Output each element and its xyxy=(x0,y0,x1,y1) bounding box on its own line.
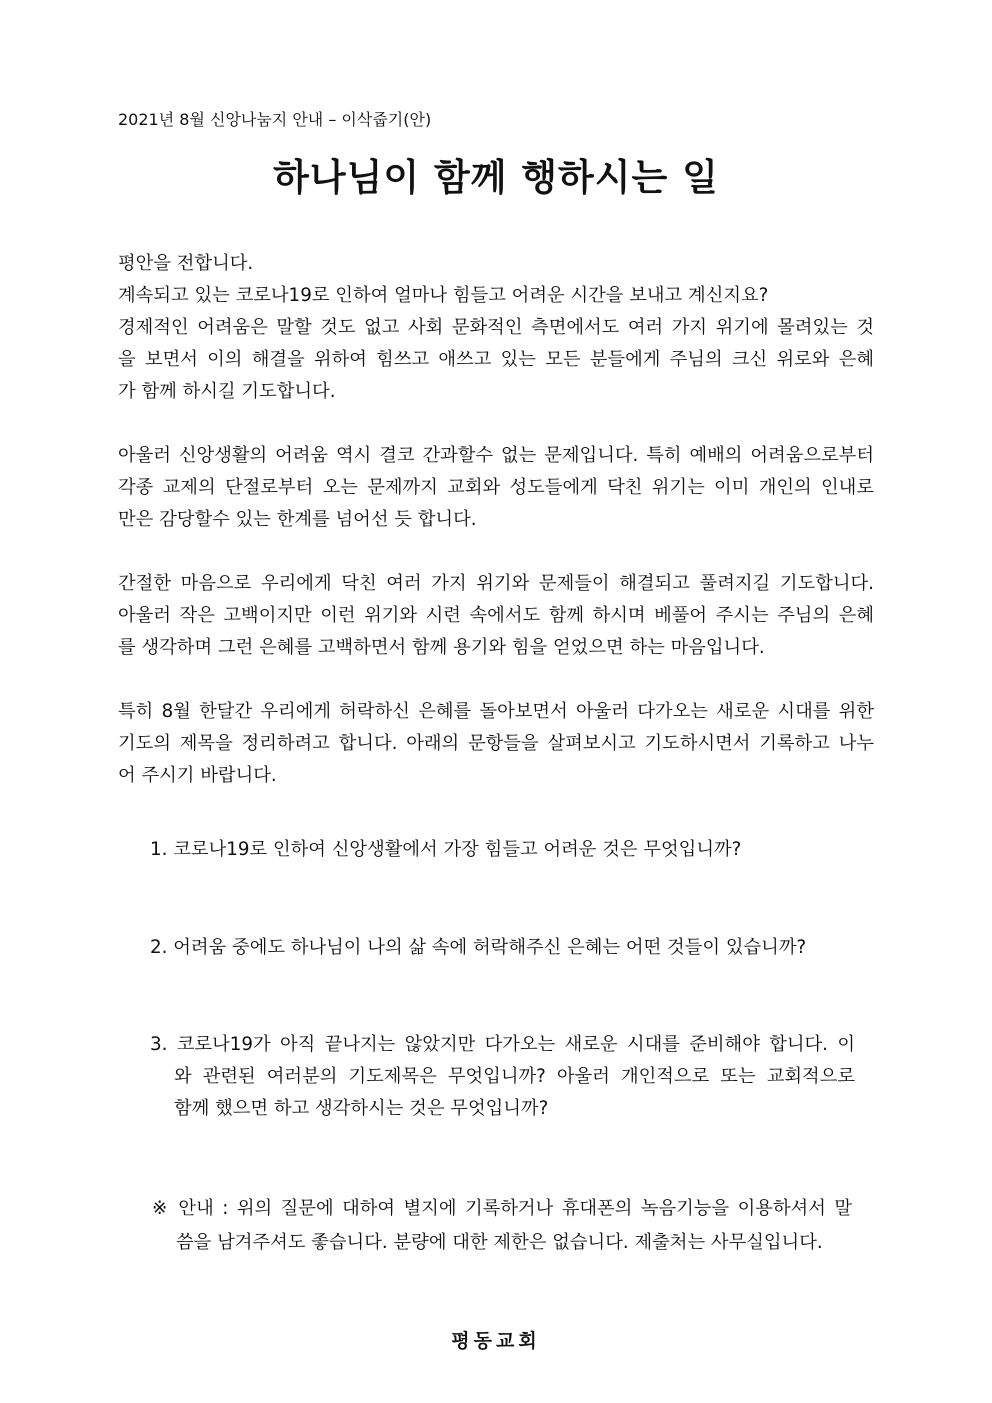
paragraph-line: 각종 교제의 단절로부터 오는 문제까지 교회와 성도들에게 닥친 위기는 이미 개인의 인내로 xyxy=(118,477,874,498)
question-line: 2. 어려움 중에도 하나님이 나의 삶 속에 허락해주신 은혜는 어떤 것들이 있습니까? xyxy=(150,937,807,958)
paragraph-line: 을 보면서 이의 해결을 위하여 힘쓰고 애쓰고 있는 모든 분들에게 주님의 크신 위로와 은혜 xyxy=(118,349,874,370)
paragraph-line: 기도의 제목을 정리하려고 합니다. 아래의 문항들을 살펴보시고 기도하시면서 기록하고 나누 xyxy=(118,733,874,754)
church-name-signature: 평동교회 xyxy=(451,1330,541,1352)
question-line: 함께 했으면 하고 생각하시는 것은 무엇입니까? xyxy=(174,1098,549,1119)
page-title: 하나님이 함께 행하시는 일 xyxy=(273,156,719,199)
paragraph-line: 가 함께 하시길 기도합니다. xyxy=(118,381,336,402)
paragraph-line: 만은 감당할수 있는 한계를 넘어선 듯 합니다. xyxy=(118,509,477,530)
question-line: 3. 코로나19가 아직 끝나지는 않았지만 다가오는 새로운 시대를 준비해야 합니다. 이 xyxy=(150,1034,855,1055)
document-subtitle: 2021년 8월 신앙나눔지 안내 – 이삭줍기(안) xyxy=(118,110,432,129)
note-line: ※ 안내 : 위의 질문에 대하여 별지에 기록하거나 휴대폰의 녹음기능을 이용하셔서 말 xyxy=(152,1198,852,1219)
paragraph-line: 간절한 마음으로 우리에게 닥친 여러 가지 위기와 문제들이 해결되고 풀려지길 기도합니다. xyxy=(118,573,874,594)
paragraph-faith-life xyxy=(118,440,874,536)
question-1 xyxy=(150,834,855,866)
submission-note xyxy=(152,1192,852,1260)
paragraph-line: 를 생각하며 그런 은혜를 고백하면서 함께 용기와 힘을 얻었으면 하는 마음입니다. xyxy=(118,637,765,658)
paragraph-greeting xyxy=(118,248,874,408)
paragraph-line: 특히 8월 한달간 우리에게 허락하신 은혜를 돌아보면서 아울러 다가오는 새로운 시대를 위한 xyxy=(118,701,874,722)
paragraph-line: 어 주시기 바랍니다. xyxy=(118,765,277,786)
question-3 xyxy=(150,1029,855,1125)
question-line: 와 관련된 여러분의 기도제목은 무엇입니까? 아울러 개인적으로 또는 교회적으로 xyxy=(174,1066,855,1087)
paragraph-line: 계속되고 있는 코로나19로 인하여 얼마나 힘들고 어려운 시간을 보내고 계신지요? xyxy=(118,285,769,306)
question-line: 1. 코로나19로 인하여 신앙생활에서 가장 힘들고 어려운 것은 무엇입니까? xyxy=(150,839,742,860)
letter-body xyxy=(118,248,874,792)
paragraph-line: 아울러 신앙생활의 어려움 역시 결코 간과할수 없는 문제입니다. 특히 예배의 어려움으로부터 xyxy=(118,445,874,466)
note-line: 씀을 남겨주셔도 좋습니다. 분량에 대한 제한은 없습니다. 제출처는 사무실입니다. xyxy=(176,1232,823,1253)
paragraph-request xyxy=(118,696,874,792)
paragraph-line: 아울러 작은 고백이지만 이런 위기와 시련 속에서도 함께 하시며 베풀어 주시는 주님의 은혜 xyxy=(118,605,874,626)
paragraph-line: 평안을 전합니다. xyxy=(118,253,254,274)
paragraph-line: 경제적인 어려움은 말할 것도 없고 사회 문화적인 측면에서도 여러 가지 위기에 몰려있는 것 xyxy=(118,317,874,338)
paragraph-prayer xyxy=(118,568,874,664)
question-2 xyxy=(150,932,855,964)
